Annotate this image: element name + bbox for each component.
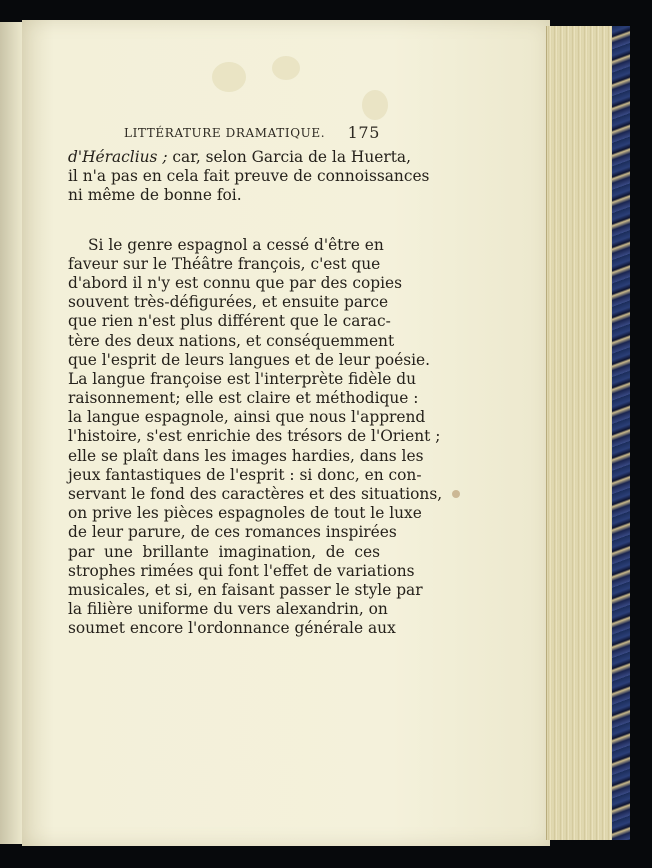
text-line: il n'a pas en cela fait preuve de connoissances <box>68 167 430 186</box>
text-line: l'histoire, s'est enrichie des trésors de l'Orient ; <box>68 427 441 446</box>
text-line: par une brillante imagination, de ces <box>68 542 380 561</box>
marbled-cover <box>612 26 630 840</box>
running-head-title: LITTÉRATURE DRAMATIQUE. <box>124 126 326 140</box>
text-line: soumet encore l'ordonnance générale aux <box>68 619 396 638</box>
page-number: 175 <box>347 123 380 142</box>
text-line: musicales, et si, en faisant passer le style par <box>68 580 423 599</box>
running-head <box>124 123 380 143</box>
text-line: Si le genre espagnol a cessé d'être en <box>88 235 384 254</box>
text-line: La langue françoise est l'interprète fidèle du <box>68 369 417 388</box>
text-line: la filière uniforme du vers alexandrin, on <box>68 600 388 619</box>
text-line: que rien n'est plus différent que le carac- <box>68 312 391 331</box>
text-line: elle se plaît dans les images hardies, dans les <box>68 446 424 465</box>
text-line: strophes rimées qui font l'effet de variations <box>68 561 415 580</box>
page-edges <box>546 26 617 840</box>
text-line: faveur sur le Théâtre françois, c'est que <box>68 254 381 273</box>
text-line: ni même de bonne foi. <box>68 186 242 205</box>
facing-page-edge <box>0 22 23 844</box>
body-text <box>68 148 443 639</box>
text-line: jeux fantastiques de l'esprit : si donc, en con- <box>68 465 422 484</box>
text-line: la langue espagnole, ainsi que nous l'apprend <box>68 408 426 427</box>
text-line: on prive les pièces espagnoles de tout le luxe <box>68 504 422 523</box>
text-line: souvent très-défigurées, et ensuite parce <box>68 293 389 312</box>
text-line: raisonnement; elle est claire et méthodique : <box>68 389 419 408</box>
text-line: servant le fond des caractères et des situations, <box>68 485 443 503</box>
text-line: d'Héraclius ; car, selon Garcia de la Huerta, <box>68 148 411 166</box>
text-line: que l'esprit de leurs langues et de leur poésie. <box>68 350 431 369</box>
text-line: tère des deux nations, et conséquemment <box>68 331 395 350</box>
text-line: d'abord il n'y est connu que par des copies <box>68 273 403 292</box>
text-line: de leur parure, de ces romances inspirées <box>68 523 397 542</box>
